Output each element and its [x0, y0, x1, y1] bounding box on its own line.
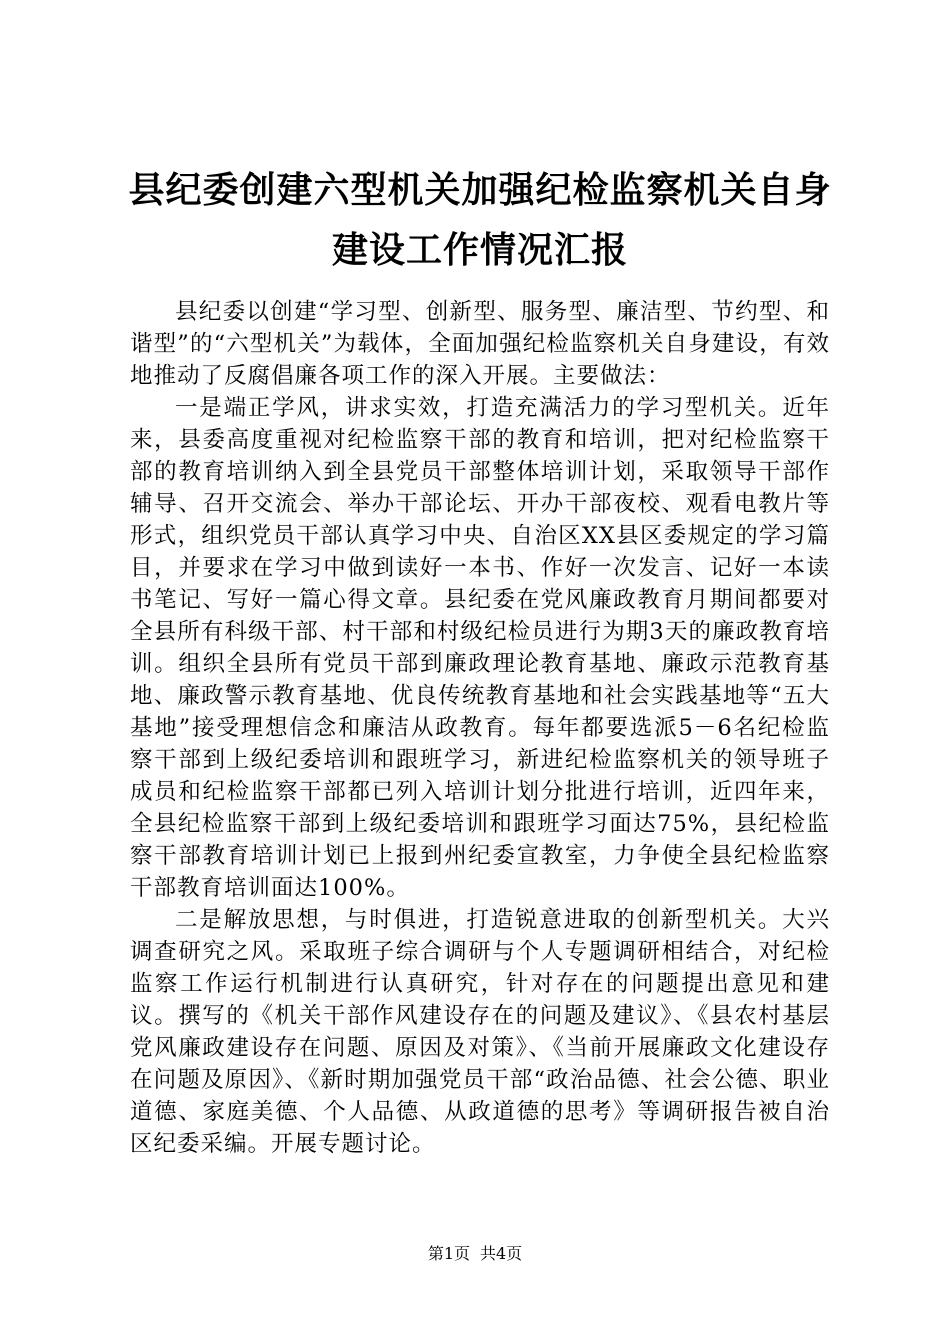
- paragraph-innovation: 二是解放思想，与时俱进，打造锐意进取的创新型机关。大兴调查研究之风。采取班子综合调研与个人专题调研相结合，对纪检监察工作运行机制进行认真研究，针对存在的问题提出意见和建议。撰写的《机关干部作风建设存在的问题及建议》、《县农村基层党风廉政建设存在问题、原因及对策》、《当前开展廉政文化建设存在问题及原因》、《新时期加强党员干部“政治品德、社会公德、职业道德、家庭美德、个人品德、从政道德的思考》等调研报告被自治区纪委采编。开展专题讨论。: [130, 907, 830, 1157]
- page-total: 共4页: [480, 1244, 523, 1263]
- paragraph-learning: 一是端正学风，讲求实效，打造充满活力的学习型机关。近年来，县委高度重视对纪检监察干部的教育和培训，把对纪检监察干部的教育培训纳入到全县党员干部整体培训计划，采取领导干部作辅导、召开交流会、举办干部论坛、开办干部夜校、观看电教片等形式，组织党员干部认真学习中央、自治区XX县区委规定的学习篇目，并要求在学习中做到读好一本书、作好一次发言、记好一本读书笔记、写好一篇心得文章。县纪委在党风廉政教育月期间都要对全县所有科级干部、村干部和村级纪检员进行为期3天的廉政教育培训。组织全县所有党员干部到廉政理论教育基地、廉政示范教育基地、廉政警示教育基地、优良传统教育基地和社会实践基地等“五大基地”接受理想信念和廉洁从政教育。每年都要选派5－6名纪检监察干部到上级纪委培训和跟班学习，新进纪检监察机关的领导班子成员和纪检监察干部都已列入培训计划分批进行培训，近四年来，全县纪检监察干部到上级纪委培训和跟班学习面达75%，县纪检监察干部教育培训计划已上报到州纪委宣教室，力争使全县纪检监察干部教育培训面达100%。: [130, 395, 830, 901]
- document-body: [130, 296, 830, 1160]
- document-title: 县纪委创建六型机关加强纪检监察机关自身建设工作情况汇报: [128, 169, 832, 271]
- page-number: 第1页: [427, 1244, 470, 1263]
- page-footer: [0, 1244, 950, 1264]
- paragraph-intro: 县纪委以创建“学习型、创新型、服务型、廉洁型、节约型、和谐型”的“六型机关”为载体，全面加强纪检监察机关自身建设，有效地推动了反腐倡廉各项工作的深入开展。主要做法：: [130, 299, 830, 389]
